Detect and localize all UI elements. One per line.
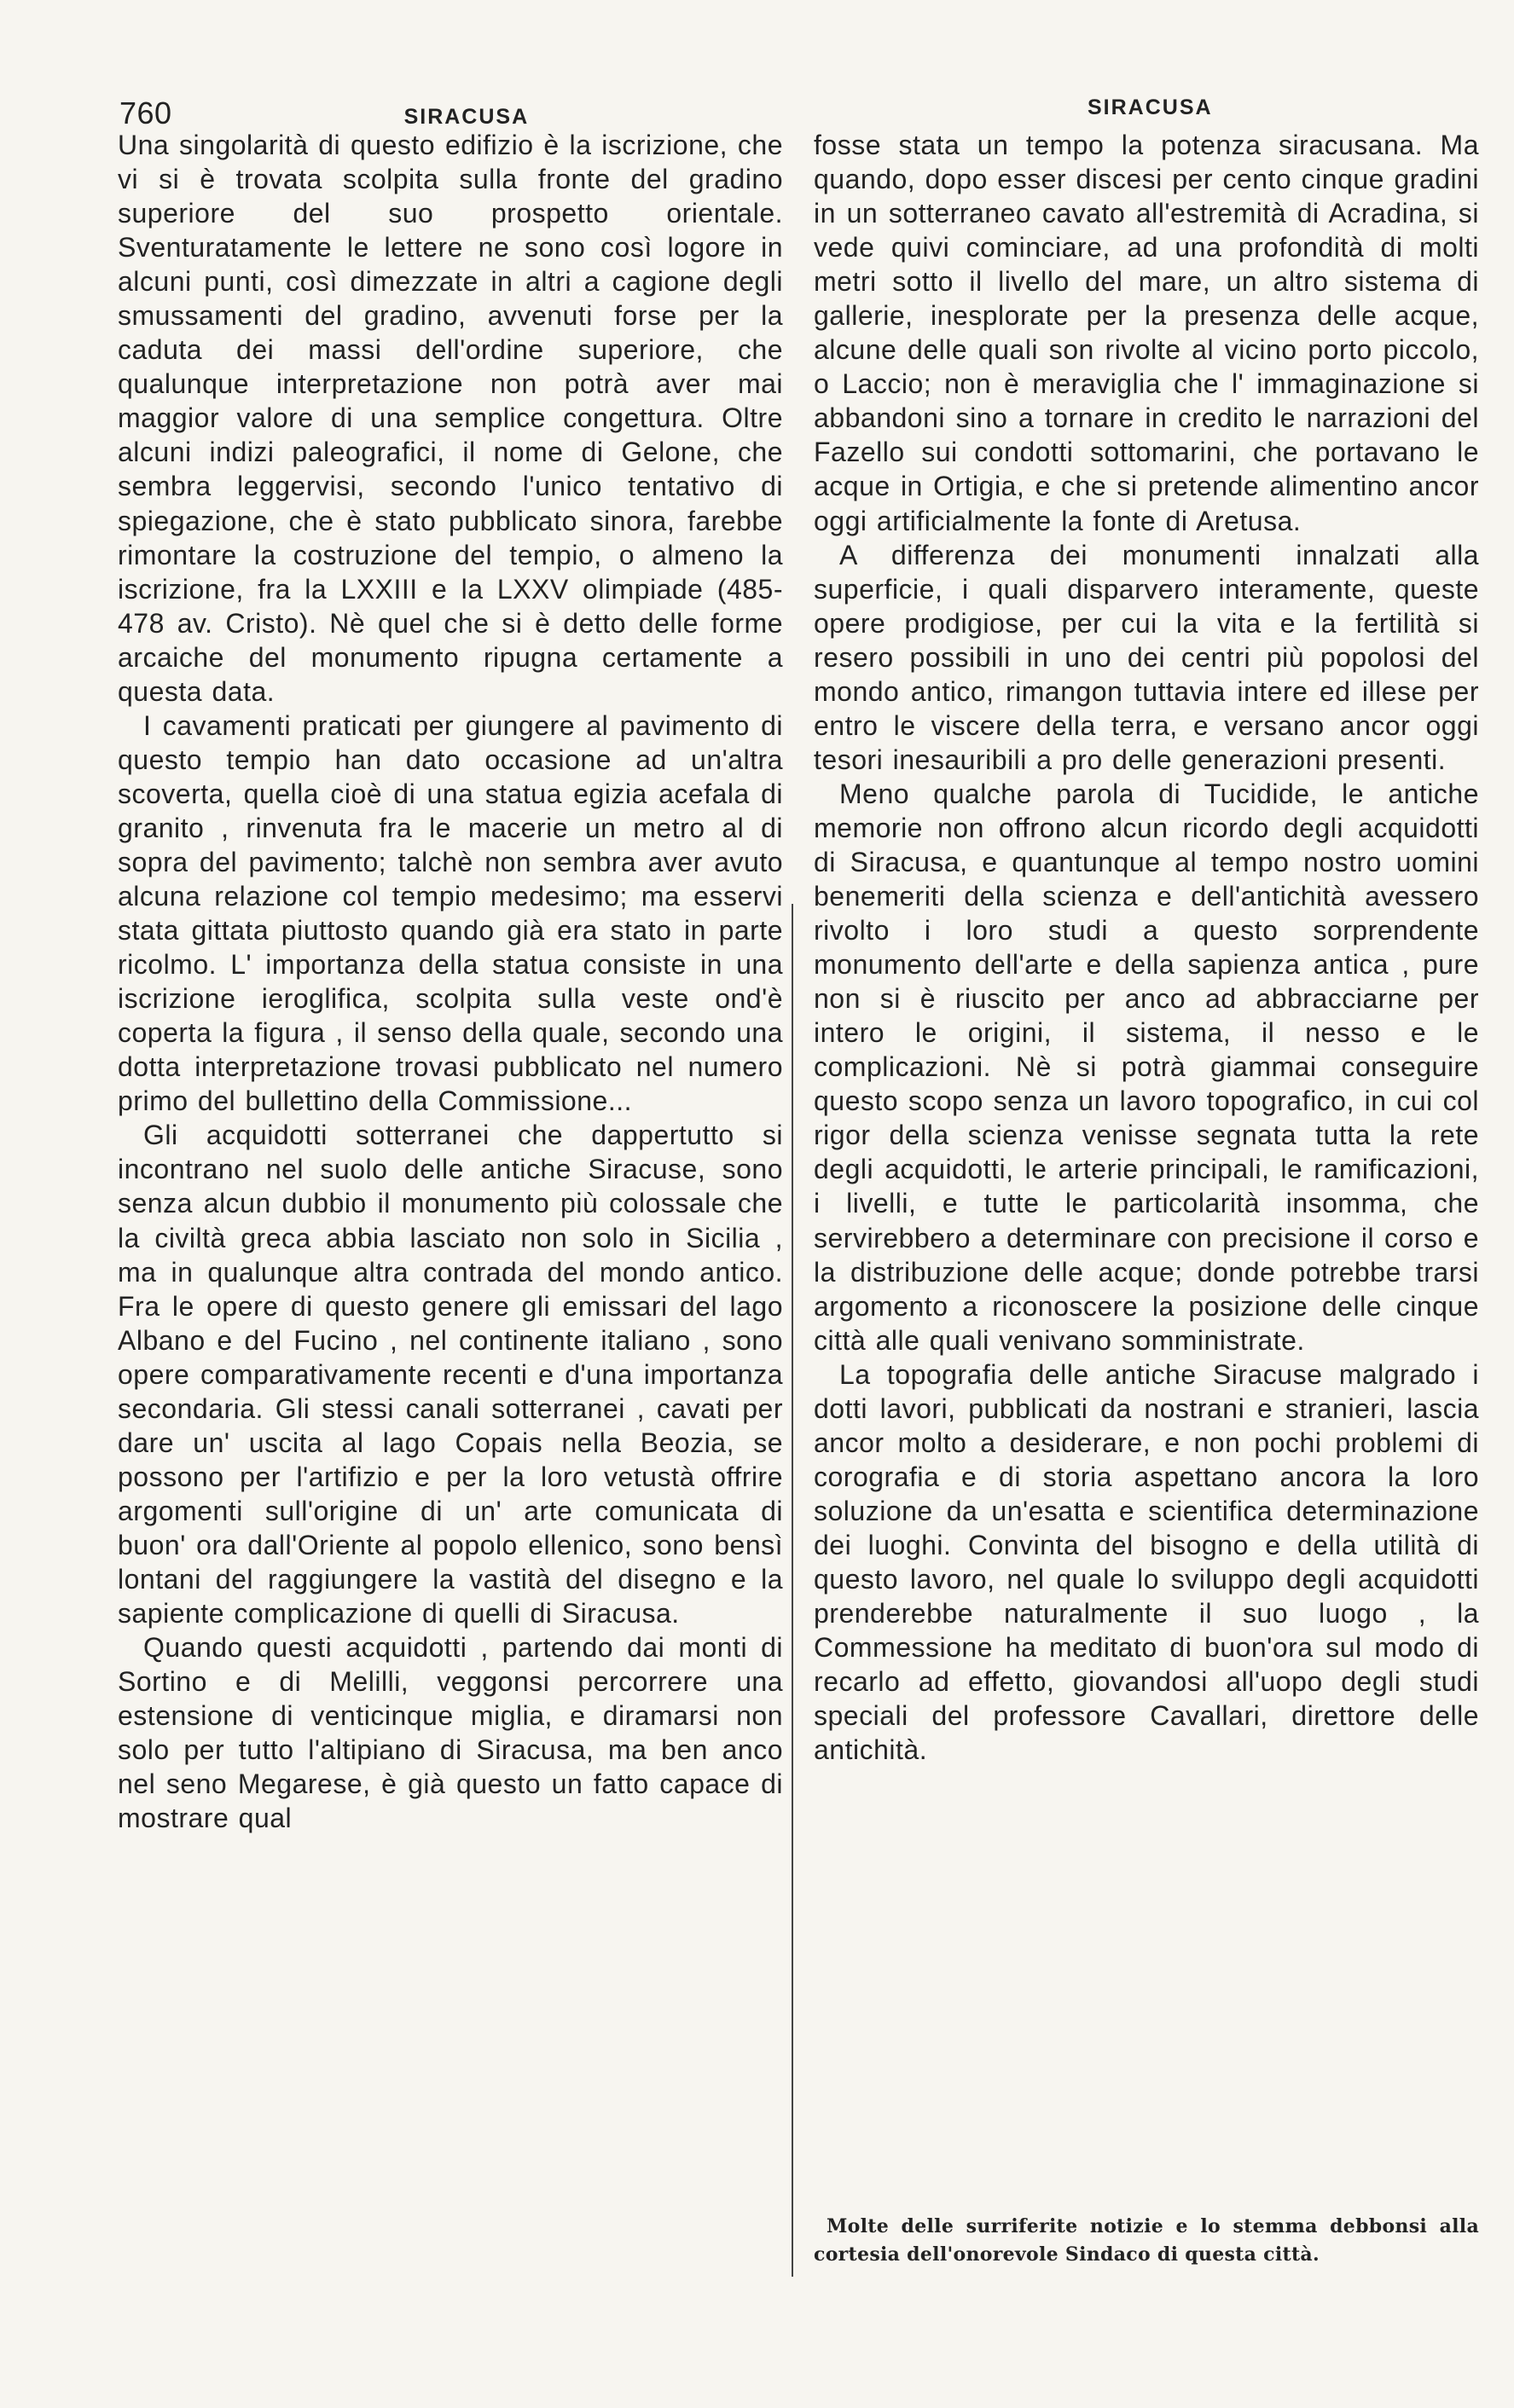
right-paragraph-2: A differenza dei monumenti innalzati alla superficie, i quali disparvero interamente, queste opere prodigiose, per cui la vita e la fertilità si resero possibili in uno dei centri più popolosi del mondo antico, rimangon tuttavia intere ed illese per entro le viscere della terra, e versano ancor oggi tesori inesauribili a pro delle generazioni presenti. xyxy=(814,539,1479,775)
left-paragraph-2: I cavamenti praticati per giungere al pavimento di questo tempio han dato occasione ad un'altra scoverta, quella cioè di una statua egizia acefala di granito , rinvenuta fra le macerie un metro al di sopra del pavimento; talchè non sembra aver avuto alcuna relazione col tempio medesimo; ma esservi stata gittata piuttosto quando già era stato in parte ricolmo. L' importanza della statua consiste in una iscrizione ieroglifica, scolpita sulla veste ond'è coperta la figura , il senso della quale, secondo una dotta interpretazione trovasi pubblicato nel numero primo del bullettino della Commissione... xyxy=(118,709,783,1117)
right-column xyxy=(814,128,1479,1767)
page-number: 760 xyxy=(119,96,172,130)
running-title-right: SIRACUSA xyxy=(1088,96,1213,119)
page-header-left xyxy=(119,96,802,130)
running-title-left: SIRACUSA xyxy=(403,105,530,129)
right-paragraph-1: fosse stata un tempo la potenza siracusana. Ma quando, dopo esser discesi per cento cinque gradini in un sotterraneo cavato all'estremità di Acradina, si vede quivi cominciare, ad una profondità di molti metri sotto il livello del mare, un altro sistema di gallerie, inesplorate per la presenza delle acque, alcune delle quali son rivolte al vicino porto piccolo, o Laccio; non è meraviglia che l' immaginazione si abbandoni sino a tornare in credito le narrazioni del Fazello sui condotti sottomarini, che portavano le acque in Ortigia, e che si pretende alimentino ancor oggi artificialmente la fonte di Aretusa. xyxy=(814,130,1479,536)
left-paragraph-3: Gli acquidotti sotterranei che dappertutto si incontrano nel suolo delle antiche Siracuse, sono senza alcun dubbio il monumento più colossale che la civiltà greca abbia lasciato non solo in Sicilia , ma in qualunque altra contrada del mondo antico. Fra le opere di questo genere gli emissari del lago Albano e del Fucino , nel continente italiano , sono opere comparativamente recenti e d'una importanza secondaria. Gli stessi canali sotterranei , cavati per dare un' uscita al lago Copais nella Beozia, se possono per l'artifizio e per la loro vetustà offrire argomenti sull'origine di un' arte comunicata di buon' ora dall'Oriente al popolo ellenico, sono bensì lontani del raggiungere la vastità del disegno e la sapiente complicazione di quelli di Siracusa. xyxy=(118,1120,783,1629)
left-paragraph-1: Una singolarità di questo edifizio è la iscrizione, che vi si è trovata scolpita sulla fronte del gradino superiore del suo prospetto orientale. Sventuratamente le lettere ne sono così logore in alcuni punti, così dimezzate in altri a cagione degli smussamenti del gradino, avvenuti forse per la caduta dei massi dell'ordine superiore, che qualunque interpretazione non potrà aver mai maggior valore di una semplice congettura. Oltre alcuni indizi paleografici, il nome di Gelone, che sembra leggervisi, secondo l'unico tentativo di spiegazione, che è stato pubblicato sinora, farebbe rimontare la costruzione del tempio, o almeno la iscrizione, fra la LXXIII e la LXXV olimpiade (485-478 av. Cristo). Nè quel che si è detto delle forme arcaiche del monumento ripugna certamente a questa data. xyxy=(118,130,783,707)
left-paragraph-4: Quando questi acquidotti , partendo dai monti di Sortino e di Melilli, veggonsi percorrere una estensione di venticinque miglia, e diramarsi non solo per tutto l'altipiano di Siracusa, ma ben anco nel seno Megarese, è già questo un fatto capace di mostrare qual xyxy=(118,1632,783,1834)
column-divider xyxy=(792,904,793,2277)
right-paragraph-3: Meno qualche parola di Tucidide, le antiche memorie non offrono alcun ricordo degli acquidotti di Siracusa, e quantunque al tempo nostro uomini benemeriti della scienza e dell'antichità avessero rivolto i loro studi a questo sorprendente monumento dell'arte e della sapienza antica , pure non si è riuscito per anco ad abbracciarne per intero le origini, il sistema, il nesso e le complicazioni. Nè si potrà giammai conseguire questo scopo senza un lavoro topografico, in cui col rigor della scienza venisse segnata tutta la rete degli acquidotti, le arterie principali, le ramificazioni, i livelli, e tutte le particolarità insomma, che servirebbero a determinare con precisione il corso e la distribuzione delle acque; donde potrebbe trarsi argomento a riconoscere la posizione delle cinque città alle quali venivano somministrate. xyxy=(814,778,1479,1356)
footnote: Molte delle surriferite notizie e lo stemma debbonsi alla cortesia dell'onorevole Sindaco di questa città. xyxy=(814,2215,1479,2266)
right-paragraph-4: La topografia delle antiche Siracuse malgrado i dotti lavori, pubblicati da nostrani e stranieri, lascia ancor molto a desiderare, e non pochi problemi di corografia e di storia aspettano ancora la loro soluzione da un'esatta e scientifica determinazione dei luoghi. Convinta del bisogno e della utilità di questo lavoro, nel quale lo sviluppo degli acquidotti prenderebbe naturalmente il suo luogo , la Commessione ha meditato di buon'ora sul modo di recarlo ad effetto, giovandosi all'uopo degli studi speciali del professore Cavallari, direttore delle antichità. xyxy=(814,1358,1479,1766)
left-column xyxy=(118,128,783,1835)
